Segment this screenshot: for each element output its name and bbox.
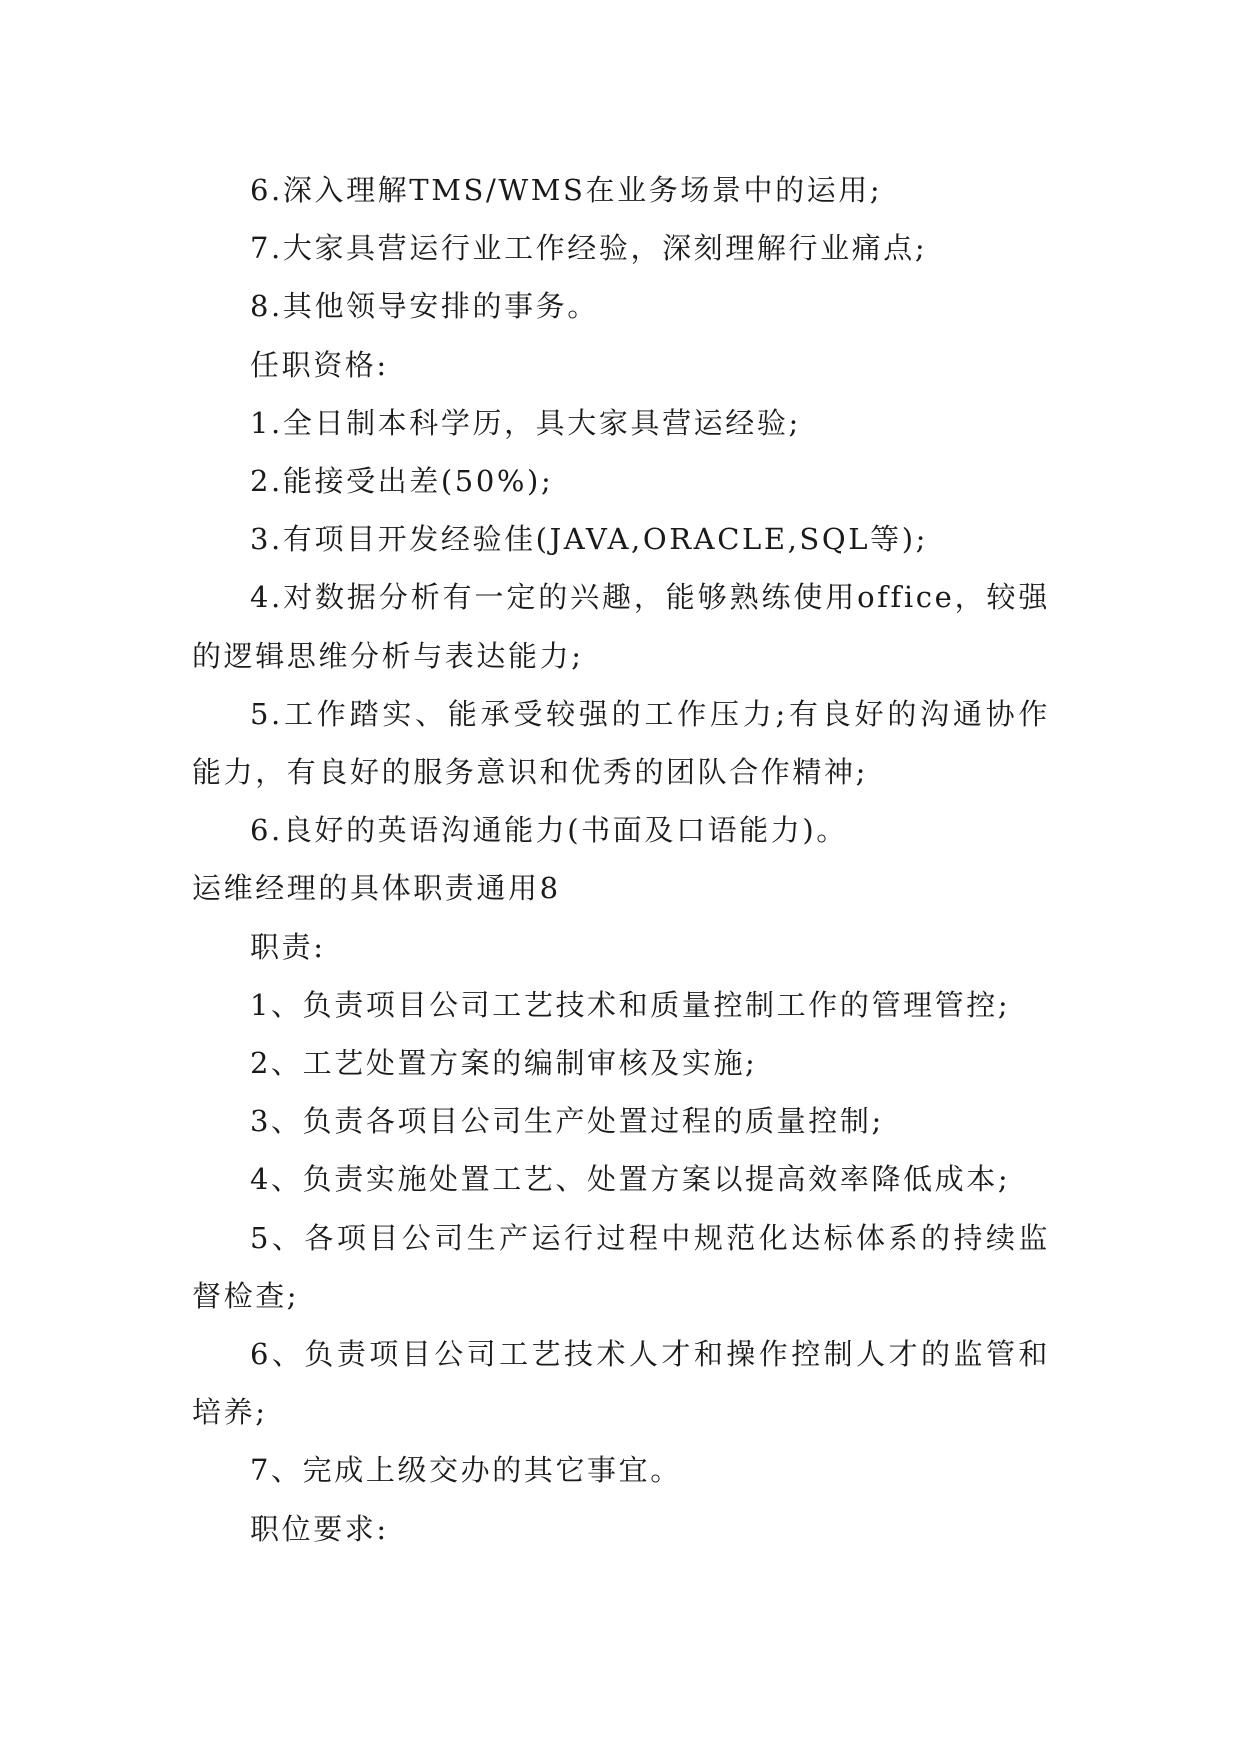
list-item: 8.其他领导安排的事务。 <box>250 289 599 324</box>
document-body <box>192 161 1050 1558</box>
list-item: 4、负责实施处置工艺、处置方案以提高效率降低成本; <box>250 1162 1011 1197</box>
section-label: 职责: <box>250 929 326 964</box>
list-item: 6.良好的英语沟通能力(书面及口语能力)。 <box>250 813 848 848</box>
section-label: 任职资格: <box>250 347 389 382</box>
list-item: 2、工艺处置方案的编制审核及实施; <box>250 1046 758 1081</box>
list-item: 7、完成上级交办的其它事宜。 <box>250 1453 682 1488</box>
list-item: 5、各项目公司生产运行过程中规范化达标体系的持续监督检查; <box>192 1220 1050 1313</box>
list-item: 7.大家具营运行业工作经验，深刻理解行业痛点; <box>250 231 928 266</box>
list-item: 5.工作踏实、能承受较强的工作压力;有良好的沟通协作能力，有良好的服务意识和优秀的团队合作精神; <box>192 696 1050 790</box>
list-item: 1.全日制本科学历，具大家具营运经验; <box>250 405 801 440</box>
section-label: 职位要求: <box>250 1511 389 1546</box>
section-heading: 运维经理的具体职责通用8 <box>192 871 561 906</box>
list-item: 2.能接受出差(50%); <box>250 464 554 499</box>
list-item: 4.对数据分析有一定的兴趣，能够熟练使用office，较强的逻辑思维分析与表达能力; <box>192 580 1050 673</box>
list-item: 6、负责项目公司工艺技术人才和操作控制人才的监管和培养; <box>192 1337 1050 1430</box>
list-item: 3.有项目开发经验佳(JAVA,ORACLE,SQL等); <box>250 522 929 557</box>
list-item: 3、负责各项目公司生产处置过程的质量控制; <box>250 1104 884 1139</box>
list-item: 6.深入理解TMS/WMS在业务场景中的运用; <box>250 173 883 207</box>
list-item: 1、负责项目公司工艺技术和质量控制工作的管理管控; <box>250 987 1011 1022</box>
